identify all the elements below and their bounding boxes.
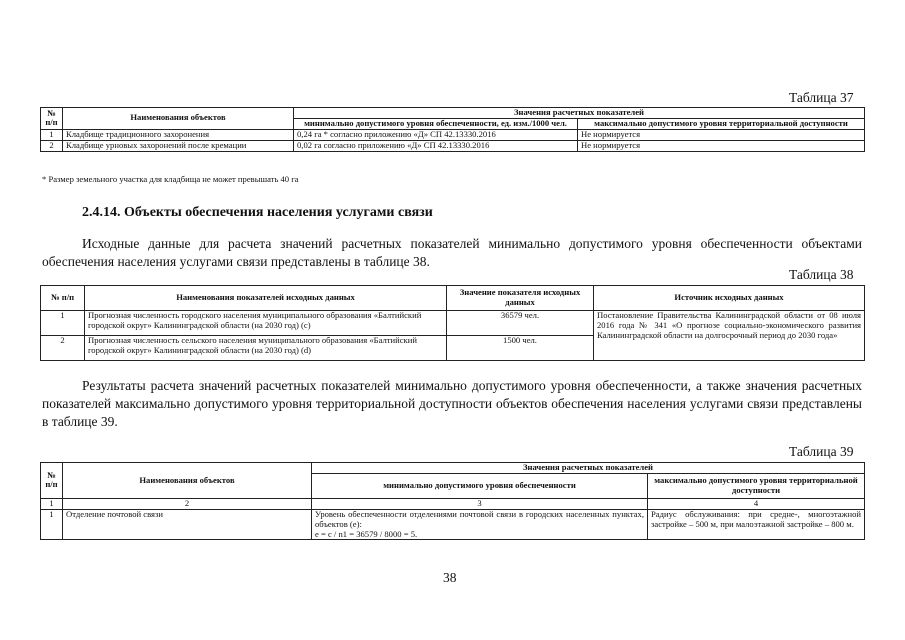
col-num-header: № п/п <box>41 463 63 499</box>
col-group-header: Значения расчетных показателей <box>294 108 865 119</box>
row-value: 36579 чел. <box>447 311 594 336</box>
table-row <box>41 140 865 151</box>
table39-caption: Таблица 39 <box>789 444 854 459</box>
col-value-header: Значение показателя исходных данных <box>447 286 594 311</box>
row-name: Отделение почтовой связи <box>63 509 312 540</box>
index-cell: 1 <box>41 498 63 509</box>
col-min-header: минимально допустимого уровня обеспеченности, ед. изм./1000 чел. <box>294 118 578 129</box>
table-39 <box>40 462 865 540</box>
section-heading: 2.4.14. Объекты обеспечения населения услугами связи <box>82 205 433 220</box>
row-value: 1500 чел. <box>447 336 594 361</box>
index-row <box>41 498 865 509</box>
row-num: 1 <box>41 129 63 140</box>
table-row <box>41 129 865 140</box>
page-number: 38 <box>443 570 457 585</box>
col-min-header: минимально допустимого уровня обеспеченности <box>312 473 648 498</box>
col-source-header: Источник исходных данных <box>594 286 865 311</box>
row-name: Кладбище урновых захоронений после кремации <box>63 140 294 151</box>
table-37 <box>40 107 865 152</box>
col-max-header: максимально допустимого уровня территориальной доступности <box>578 118 865 129</box>
index-cell: 4 <box>648 498 865 509</box>
index-cell: 2 <box>63 498 312 509</box>
col-name-header: Наименования объектов <box>63 463 312 499</box>
table38-caption: Таблица 38 <box>789 267 854 282</box>
paragraph-intro: Исходные данные для расчета значений расчетных показателей минимально допустимого уровня обеспеченности объектами обеспечения населения услугами связи представлены в таблице 38. <box>42 236 862 269</box>
col-group-header: Значения расчетных показателей <box>312 463 865 474</box>
row-num: 2 <box>41 140 63 151</box>
row-min: 0,02 га согласно приложению «Д» СП 42.13330.2016 <box>294 140 578 151</box>
row-max: Радиус обслуживания: при средне-, многоэтажной застройке – 500 м, при малоэтажной застройке – 800 м. <box>648 509 865 540</box>
row-max: Не нормируется <box>578 129 865 140</box>
row-source: Постановление Правительства Калининградской области от 08 июля 2016 года № 341 «О прогнозе социально-экономического развития Калининградской области на долгосрочный период до 2030 года» <box>594 311 865 361</box>
col-num-header: № п/п <box>41 108 63 130</box>
table37-caption: Таблица 37 <box>789 90 854 105</box>
index-cell: 3 <box>312 498 648 509</box>
row-min <box>312 509 648 540</box>
col-name-header: Наименования показателей исходных данных <box>85 286 447 311</box>
row-name: Кладбище традиционного захоронения <box>63 129 294 140</box>
row-num: 2 <box>41 336 85 361</box>
table-row <box>41 311 865 336</box>
row-name: Прогнозная численность городского населения муниципального образования «Балтийский городской округ» Калининградской области (на 2030 год) (c) <box>85 311 447 336</box>
row-min: 0,24 га * согласно приложению «Д» СП 42.13330.2016 <box>294 129 578 140</box>
row-min-formula: e = c / n1 = 36579 / 8000 = 5. <box>315 528 418 539</box>
row-name: Прогнозная численность сельского населения муниципального образования «Балтийский городской округ» Калининградской области (на 2030 год) (d) <box>85 336 447 361</box>
table-38 <box>40 285 865 361</box>
col-name-header: Наименования объектов <box>63 108 294 130</box>
row-max: Не нормируется <box>578 140 865 151</box>
col-max-header: максимально допустимого уровня территориальной доступности <box>648 473 865 498</box>
row-min-line1: Уровень обеспеченности отделениями почтовой связи в городских населенных пунктах, объектов (e): <box>315 508 644 529</box>
row-num: 1 <box>41 311 85 336</box>
row-num: 1 <box>41 509 63 540</box>
table37-note: * Размер земельного участка для кладбища не может превышать 40 га <box>42 174 299 184</box>
paragraph-results: Результаты расчета значений расчетных показателей минимально допустимого уровня обеспеченности, а также значения расчетных показателей максимально допустимого уровня территориальной доступности объектов обеспечения населения услугами связи представлены в таблице 39. <box>42 378 862 429</box>
col-num-header: № п/п <box>41 286 85 311</box>
table-row <box>41 509 865 540</box>
